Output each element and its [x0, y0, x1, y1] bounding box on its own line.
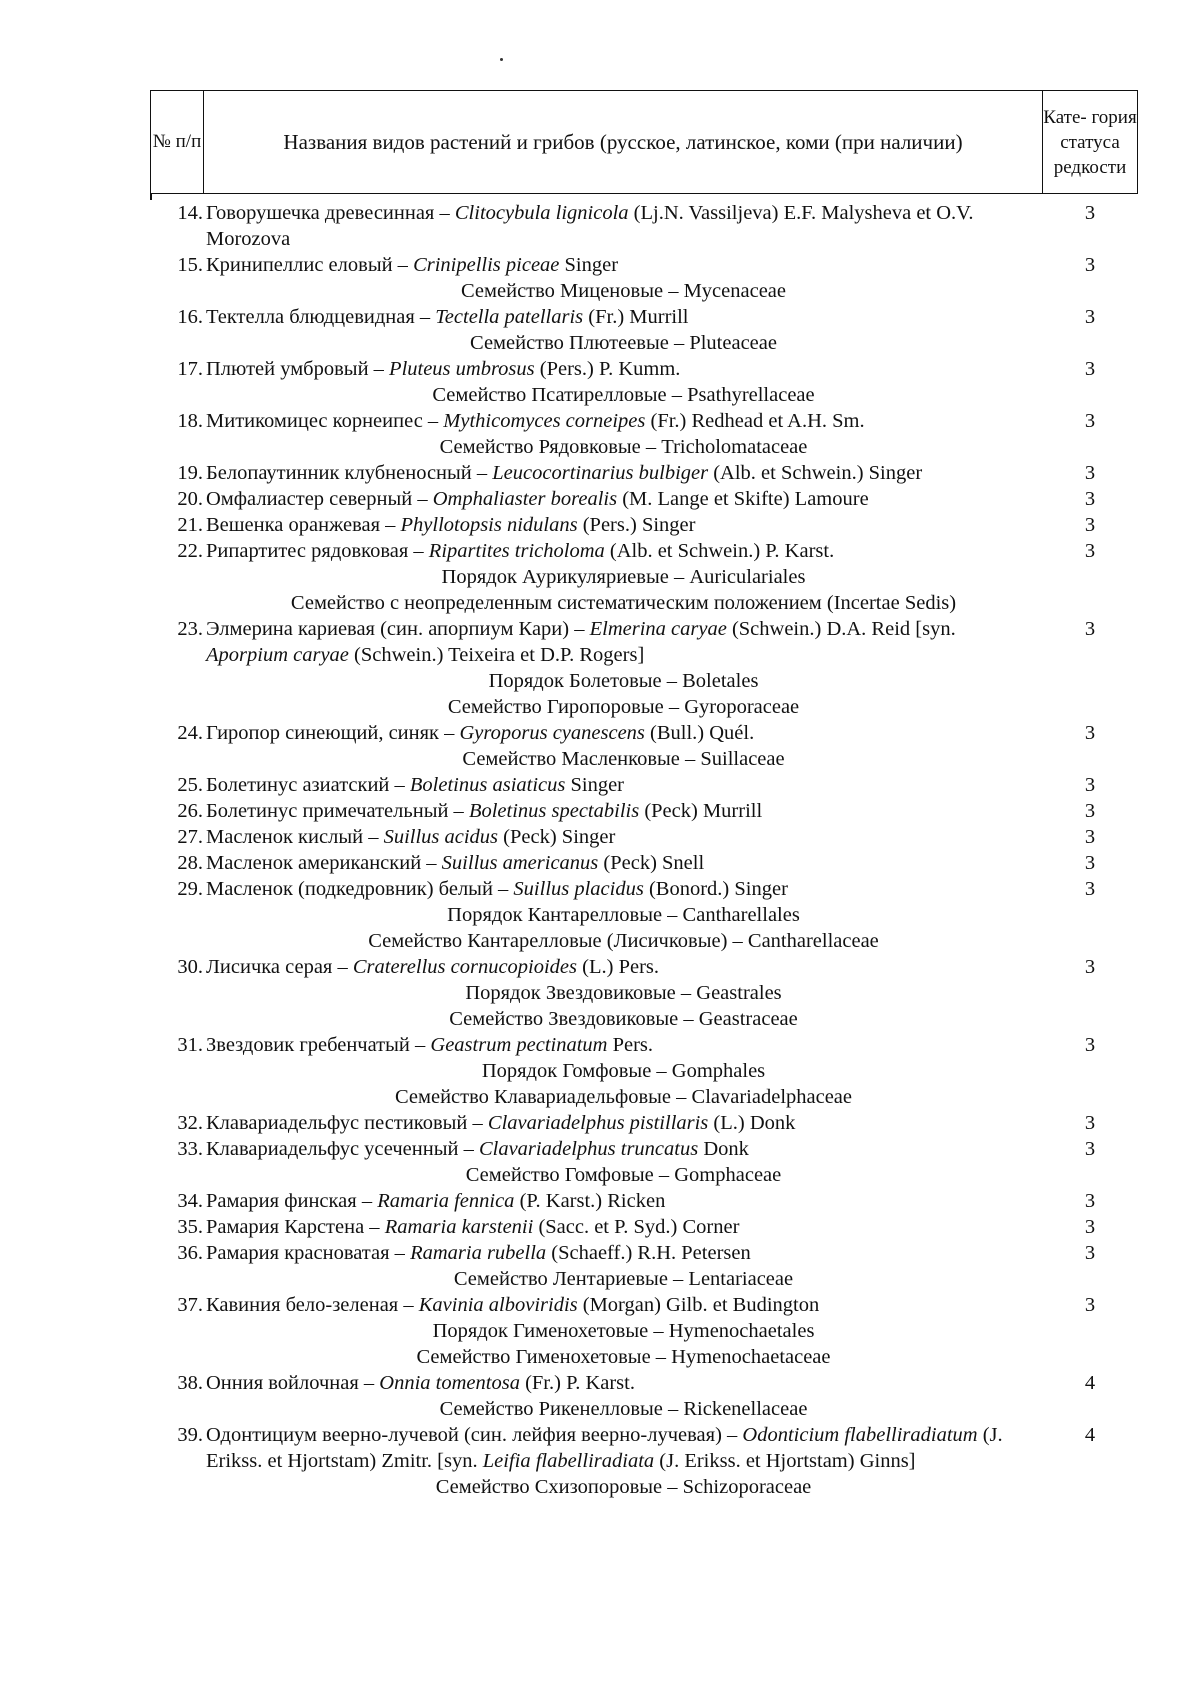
authority: (Bonord.) Singer — [643, 878, 788, 900]
row-number: 21. — [177, 514, 203, 536]
russian-name: Омфалиастер северный – — [206, 488, 433, 510]
species-row — [150, 954, 1138, 980]
header-name-cell — [204, 91, 1043, 193]
russian-name: Кавиния бело-зеленая – — [206, 1294, 419, 1316]
taxon-heading: Семейство Гиропоровые – Gyroporaceae — [447, 696, 800, 718]
taxon-heading: Семейство Гименохетовые – Hymenochaetaceae — [416, 1346, 831, 1368]
row-number: 39. — [177, 1424, 203, 1446]
russian-name: Говорушечка древесинная – — [206, 202, 455, 224]
species-name — [206, 1214, 1041, 1240]
species-row — [150, 304, 1138, 330]
taxon-heading: Семейство Кантарелловые (Лисичковые) – Cantharellaceae — [368, 930, 879, 952]
species-row — [150, 876, 1138, 902]
rarity-category: 3 — [1084, 358, 1096, 380]
species-name — [206, 1136, 1041, 1162]
rarity-category: 3 — [1084, 618, 1096, 640]
species-name — [206, 486, 1041, 512]
authority: (Alb. et Schwein.) P. Karst. — [604, 540, 835, 562]
species-name — [206, 1240, 1041, 1266]
species-row — [150, 772, 1138, 798]
species-row — [150, 1032, 1138, 1058]
authority: Donk — [698, 1138, 749, 1160]
species-name — [206, 304, 1041, 330]
authority: (Bull.) Quél. — [644, 722, 755, 744]
row-number: 15. — [177, 254, 203, 276]
russian-name: Тектелла блюдцевидная – — [206, 306, 436, 328]
species-row — [150, 408, 1138, 434]
russian-name: Лисичка серая – — [206, 956, 353, 978]
rarity-category: 3 — [1084, 722, 1096, 744]
synonym-authority: (J. Erikss. et Hjortstam) Ginns] — [654, 1450, 916, 1472]
latin-name: Boletinus spectabilis — [468, 800, 640, 822]
rarity-category: 3 — [1084, 1112, 1096, 1134]
species-row — [150, 824, 1138, 850]
row-number: 36. — [177, 1242, 203, 1264]
latin-name: Clavariadelphus truncatus — [478, 1138, 699, 1160]
russian-name: Болетинус примечательный – — [206, 800, 469, 822]
species-row — [150, 1136, 1138, 1162]
russian-name: Рипартитес рядовковая – — [206, 540, 429, 562]
rarity-category: 4 — [1084, 1424, 1096, 1446]
russian-name: Рамария Карстена – — [206, 1216, 385, 1238]
taxon-heading: Семейство Псатирелловые – Psathyrellaceae — [432, 384, 815, 406]
authority: (Schaeff.) R.H. Petersen — [546, 1242, 751, 1264]
russian-name: Плютей умбровый – — [206, 358, 390, 380]
rarity-category: 3 — [1084, 1294, 1096, 1316]
authority: (M. Lange et Skifte) Lamoure — [617, 488, 869, 510]
rarity-category: 3 — [1084, 878, 1096, 900]
row-number: 14. — [177, 202, 203, 224]
authority: (Schwein.) D.A. Reid [syn. — [726, 618, 956, 640]
authority: (Pers.) P. Kumm. — [534, 358, 681, 380]
russian-name: Клавариадельфус усеченный – — [206, 1138, 479, 1160]
latin-name: Mythicomyces corneipes — [443, 410, 646, 432]
authority: (Pers.) Singer — [577, 514, 696, 536]
species-row — [150, 356, 1138, 382]
row-number: 32. — [177, 1112, 203, 1134]
header-number-cell — [151, 91, 204, 193]
row-number: 19. — [177, 462, 203, 484]
authority: (Alb. et Schwein.) Singer — [708, 462, 923, 484]
row-number: 29. — [177, 878, 203, 900]
species-name — [206, 720, 1041, 746]
latin-name: Ramaria rubella — [410, 1242, 547, 1264]
latin-name: Crinipellis piceae — [413, 254, 560, 276]
species-row — [150, 1292, 1138, 1318]
authority: (Fr.) Redhead et A.H. Sm. — [645, 410, 865, 432]
species-row — [150, 720, 1138, 746]
taxon-heading: Порядок Гименохетовые – Hymenochaetales — [432, 1320, 815, 1342]
species-name — [206, 1032, 1041, 1058]
latin-name: Kavinia alboviridis — [418, 1294, 578, 1316]
latin-name: Pluteus umbrosus — [389, 358, 535, 380]
rarity-category: 3 — [1084, 410, 1096, 432]
species-name — [206, 252, 1041, 278]
row-number: 31. — [177, 1034, 203, 1056]
authority: (Peck) Snell — [598, 852, 705, 874]
latin-name: Suillus placidus — [513, 878, 644, 900]
russian-name: Вешенка оранжевая – — [206, 514, 401, 536]
authority: (P. Karst.) Ricken — [514, 1190, 666, 1212]
species-row — [150, 798, 1138, 824]
species-name — [206, 876, 1041, 902]
taxon-heading: Порядок Звездовиковые – Geastrales — [465, 982, 782, 1004]
row-number: 35. — [177, 1216, 203, 1238]
authority: (Peck) Murrill — [639, 800, 763, 822]
header-number: № п/п — [152, 131, 202, 152]
species-name — [206, 824, 1041, 850]
rarity-category: 3 — [1084, 956, 1096, 978]
latin-name: Geastrum pectinatum — [430, 1034, 608, 1056]
rarity-category: 4 — [1084, 1372, 1096, 1394]
row-number: 38. — [177, 1372, 203, 1394]
taxon-heading: Семейство Клавариадельфовые – Clavariadelphaceae — [394, 1086, 853, 1108]
synonym-latin-name: Aporpium caryae — [206, 644, 349, 666]
species-row — [150, 616, 1138, 668]
authority: (L.) Donk — [708, 1112, 796, 1134]
latin-name: Onnia tomentosa — [379, 1372, 520, 1394]
latin-name: Ramaria karstenii — [384, 1216, 534, 1238]
species-name — [206, 1422, 1041, 1474]
russian-name: Элмерина кариевая (син. апорпиум Кари) – — [206, 618, 590, 640]
russian-name: Масленок американский – — [206, 852, 442, 874]
rarity-category: 3 — [1084, 826, 1096, 848]
species-row — [150, 252, 1138, 278]
header-name: Названия видов растений и грибов (русское, латинское, коми (при наличии) — [283, 129, 963, 154]
latin-name: Suillus acidus — [383, 826, 499, 848]
russian-name: Звездовик гребенчатый – — [206, 1034, 431, 1056]
latin-name: Omphaliaster borealis — [432, 488, 618, 510]
species-row — [150, 460, 1138, 486]
row-number: 16. — [177, 306, 203, 328]
species-name — [206, 460, 1041, 486]
rarity-category: 3 — [1084, 800, 1096, 822]
taxon-heading: Порядок Гомфовые – Gomphales — [481, 1060, 766, 1082]
authority: (Lj.N. Vassiljeva) E.F. Malysheva et O.V. Morozova — [206, 202, 974, 250]
row-number: 24. — [177, 722, 203, 744]
species-row — [150, 200, 1138, 252]
russian-name: Клавариадельфус пестиковый – — [206, 1112, 488, 1134]
authority: Pers. — [607, 1034, 654, 1056]
russian-name: Масленок (подкедровник) белый – — [206, 878, 514, 900]
table-body — [150, 200, 1138, 1500]
species-row — [150, 1188, 1138, 1214]
table-header — [150, 90, 1138, 194]
authority: (Fr.) Murrill — [583, 306, 689, 328]
species-row — [150, 850, 1138, 876]
species-name — [206, 408, 1041, 434]
rarity-category: 3 — [1084, 1190, 1096, 1212]
row-number: 30. — [177, 956, 203, 978]
russian-name: Митикомицес корнеипес – — [206, 410, 444, 432]
authority: Singer — [565, 774, 625, 796]
row-number: 28. — [177, 852, 203, 874]
taxon-heading: Семейство Звездовиковые – Geastraceae — [449, 1008, 798, 1030]
species-name — [206, 616, 1041, 668]
species-name — [206, 850, 1041, 876]
rarity-category: 3 — [1084, 774, 1096, 796]
rarity-category: 3 — [1084, 1034, 1096, 1056]
species-name — [206, 1292, 1041, 1318]
rarity-category: 3 — [1084, 462, 1096, 484]
species-row — [150, 512, 1138, 538]
species-row — [150, 1240, 1138, 1266]
species-name — [206, 512, 1041, 538]
authority: (L.) Pers. — [577, 956, 659, 978]
russian-name: Рамария красноватая – — [206, 1242, 411, 1264]
latin-name: Clitocybula lignicola — [454, 202, 629, 224]
authority: (Sacc. et P. Syd.) Corner — [533, 1216, 740, 1238]
taxon-heading: Семейство Масленковые – Suillaceae — [462, 748, 785, 770]
taxon-heading: Семейство Схизопоровые – Schizoporaceae — [435, 1476, 812, 1498]
rarity-category: 3 — [1084, 514, 1096, 536]
row-number: 37. — [177, 1294, 203, 1316]
species-row — [150, 1370, 1138, 1396]
row-number: 25. — [177, 774, 203, 796]
authority: (Peck) Singer — [498, 826, 616, 848]
russian-name: Белопаутинник клубненосный – — [206, 462, 493, 484]
rarity-category: 3 — [1084, 202, 1096, 224]
latin-name: Boletinus asiaticus — [409, 774, 566, 796]
latin-name: Phyllotopsis nidulans — [400, 514, 578, 536]
russian-name: Онния войлочная – — [206, 1372, 380, 1394]
species-row — [150, 538, 1138, 564]
species-name — [206, 1188, 1041, 1214]
authority: (Morgan) Gilb. et Budington — [577, 1294, 820, 1316]
taxon-heading: Семейство Рикенелловые – Rickenellaceae — [439, 1398, 808, 1420]
latin-name: Craterellus cornucopioides — [352, 956, 578, 978]
species-row — [150, 1422, 1138, 1474]
species-name — [206, 1370, 1041, 1396]
rarity-category: 3 — [1084, 1242, 1096, 1264]
species-name — [206, 772, 1041, 798]
rarity-category: 3 — [1084, 540, 1096, 562]
russian-name: Одонтициум веерно-лучевой (син. лейфия веерно-лучевая) – — [206, 1424, 743, 1446]
authority: (Fr.) P. Karst. — [519, 1372, 635, 1394]
russian-name: Рамария финская – — [206, 1190, 378, 1212]
rarity-category: 3 — [1084, 306, 1096, 328]
rarity-category: 3 — [1084, 488, 1096, 510]
row-number: 26. — [177, 800, 203, 822]
taxon-heading: Семейство Миценовые – Mycenaceae — [461, 280, 786, 302]
row-number: 27. — [177, 826, 203, 848]
species-name — [206, 954, 1041, 980]
species-name — [206, 200, 1041, 252]
russian-name: Болетинус азиатский – — [206, 774, 410, 796]
latin-name: Ripartites tricholoma — [428, 540, 605, 562]
row-number: 17. — [177, 358, 203, 380]
rarity-category: 3 — [1084, 852, 1096, 874]
latin-name: Ramaria fennica — [377, 1190, 515, 1212]
synonym-latin-name: Leifia flabelliradiata — [482, 1450, 655, 1472]
synonym-authority: (Schwein.) Teixeira et D.P. Rogers] — [348, 644, 645, 666]
rarity-category: 3 — [1084, 254, 1096, 276]
row-number: 33. — [177, 1138, 203, 1160]
species-name — [206, 538, 1041, 564]
latin-name: Odonticium flabelliradiatum — [742, 1424, 978, 1446]
row-number: 22. — [177, 540, 203, 562]
latin-name: Suillus americanus — [441, 852, 599, 874]
latin-name: Gyroporus cyanescens — [459, 722, 645, 744]
latin-name: Leucocortinarius bulbiger — [492, 462, 709, 484]
latin-name: Clavariadelphus pistillaris — [487, 1112, 709, 1134]
taxon-heading: Семейство Гомфовые – Gomphaceae — [465, 1164, 782, 1186]
row-number: 18. — [177, 410, 203, 432]
header-category-cell — [1043, 91, 1137, 193]
row-number: 34. — [177, 1190, 203, 1212]
row-number: 20. — [177, 488, 203, 510]
species-row — [150, 1214, 1138, 1240]
latin-name: Elmerina caryae — [589, 618, 727, 640]
scan-speck — [500, 58, 503, 61]
taxon-heading: Порядок Болетовые – Boletales — [488, 670, 759, 692]
latin-name: Tectella patellaris — [435, 306, 584, 328]
row-number: 23. — [177, 618, 203, 640]
taxon-heading: Порядок Аурикуляриевые – Auriculariales — [441, 566, 806, 588]
species-name — [206, 356, 1041, 382]
authority: (J. Erikss. et Hjortstam) Zmitr. [syn. — [206, 1424, 1003, 1472]
taxon-heading: Семейство Лентариевые – Lentariaceae — [453, 1268, 794, 1290]
authority: Singer — [559, 254, 619, 276]
header-category: Кате- гория статуса редкости — [1043, 106, 1137, 178]
species-row — [150, 486, 1138, 512]
rarity-category: 3 — [1084, 1216, 1096, 1238]
species-name — [206, 1110, 1041, 1136]
species-name — [206, 798, 1041, 824]
russian-name: Гиропор синеющий, синяк – — [206, 722, 460, 744]
taxon-heading: Порядок Кантарелловые – Cantharellales — [447, 904, 800, 926]
taxon-heading: Семейство Рядовковые – Tricholomataceae — [439, 436, 808, 458]
russian-name: Масленок кислый – — [206, 826, 384, 848]
rarity-category: 3 — [1084, 1138, 1096, 1160]
species-row — [150, 1110, 1138, 1136]
taxon-heading: Семейство Плютеевые – Pluteaceae — [470, 332, 777, 354]
taxon-heading: Семейство с неопределенным систематическим положением (Incertae Sedis) — [290, 592, 957, 614]
russian-name: Кринипеллис еловый – — [206, 254, 414, 276]
